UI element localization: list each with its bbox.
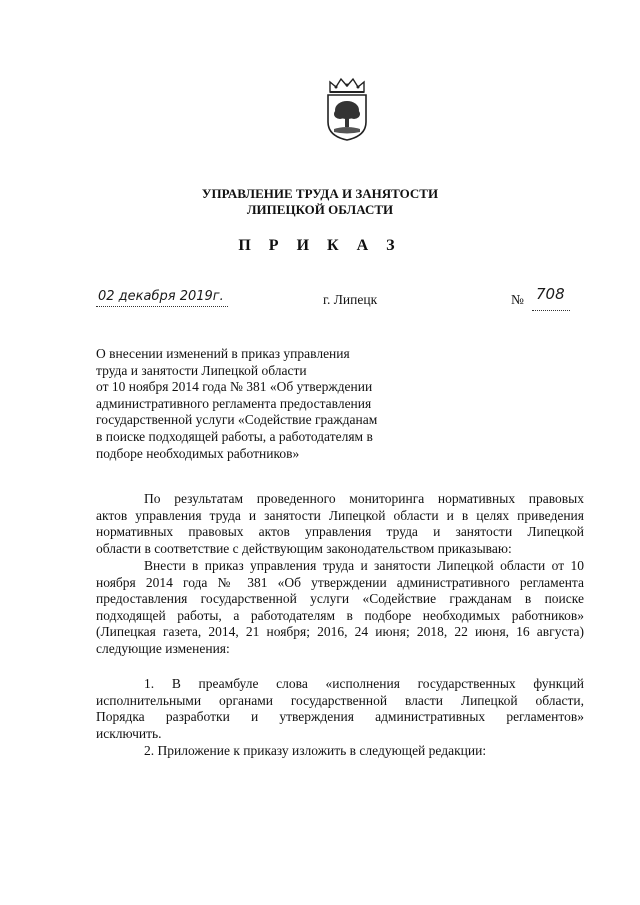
number-label: №	[511, 292, 524, 307]
subject-line: О внесении изменений в приказ управления	[96, 346, 350, 361]
paragraph-line: предоставления государственной услуги «Содействие гражданам в поиске	[96, 591, 584, 607]
subject-line: подборе необходимых работников»	[96, 445, 300, 461]
subject-line: от 10 ноября 2014 года № 381 «Об утверждении	[96, 379, 373, 395]
paragraph-line: исполнительными органами государственной власти Липецкой области,	[96, 692, 584, 708]
subject-line: административного регламента предоставления	[96, 395, 372, 411]
paragraph-line: подходящей работы, а работодателям в подборе необходимых работников»	[96, 607, 584, 623]
paragraph-line: 1. В преамбуле слова «исполнения государственных функций	[144, 676, 584, 691]
subject-line: труда и занятости Липецкой области	[96, 362, 307, 378]
subject-line: государственной услуги «Содействие гражданам	[96, 412, 378, 428]
subject-line: в поиске подходящей работы, а работодателям в	[96, 428, 373, 444]
paragraph-line: Внести в приказ управления труда и занятости Липецкой области от 10	[144, 558, 584, 573]
paragraph-line: исключить.	[96, 725, 162, 741]
order-subject	[96, 346, 426, 462]
paragraph-line: ноября 2014 года № 381 «Об утверждении административного регламента	[96, 574, 584, 590]
document-type: П Р И К А З	[238, 237, 402, 254]
paragraph-line: актов управления труда и занятости Липецкой области и в целях приведения	[96, 507, 584, 523]
paragraph-line: По результатам проведенного мониторинга нормативных правовых	[144, 491, 584, 506]
order-paragraph	[96, 558, 584, 658]
organization-name-line-1: УПРАВЛЕНИЕ ТРУДА И ЗАНЯТОСТИ	[201, 186, 439, 201]
coat-of-arms-icon	[324, 76, 370, 142]
paragraph-line: области в соответствие с действующим законодательством приказываю:	[96, 540, 512, 556]
paragraph-line: Порядка разработки и утверждения административных регламентов»	[96, 709, 584, 725]
preamble-paragraph	[96, 491, 584, 557]
paragraph-line: нормативных правовых актов управления труда и занятости Липецкой	[96, 524, 584, 540]
organization-name-line-2: ЛИПЕЦКОЙ ОБЛАСТИ	[246, 202, 394, 217]
change-item-1	[96, 676, 584, 742]
date-underline	[96, 306, 228, 307]
change-item-2	[96, 743, 584, 760]
paragraph-line: (Липецкая газета, 2014, 21 ноября; 2016, 24 июня; 2018, 22 июня, 16 августа)	[96, 624, 584, 640]
handwritten-date: 02 декабря 2019г.	[98, 289, 224, 304]
handwritten-number: 708	[536, 285, 565, 303]
number-underline	[532, 310, 570, 311]
paragraph-line: следующие изменения:	[96, 640, 230, 656]
paragraph-line: 2. Приложение к приказу изложить в следующей редакции:	[144, 743, 487, 758]
city: г. Липецк	[323, 292, 378, 307]
